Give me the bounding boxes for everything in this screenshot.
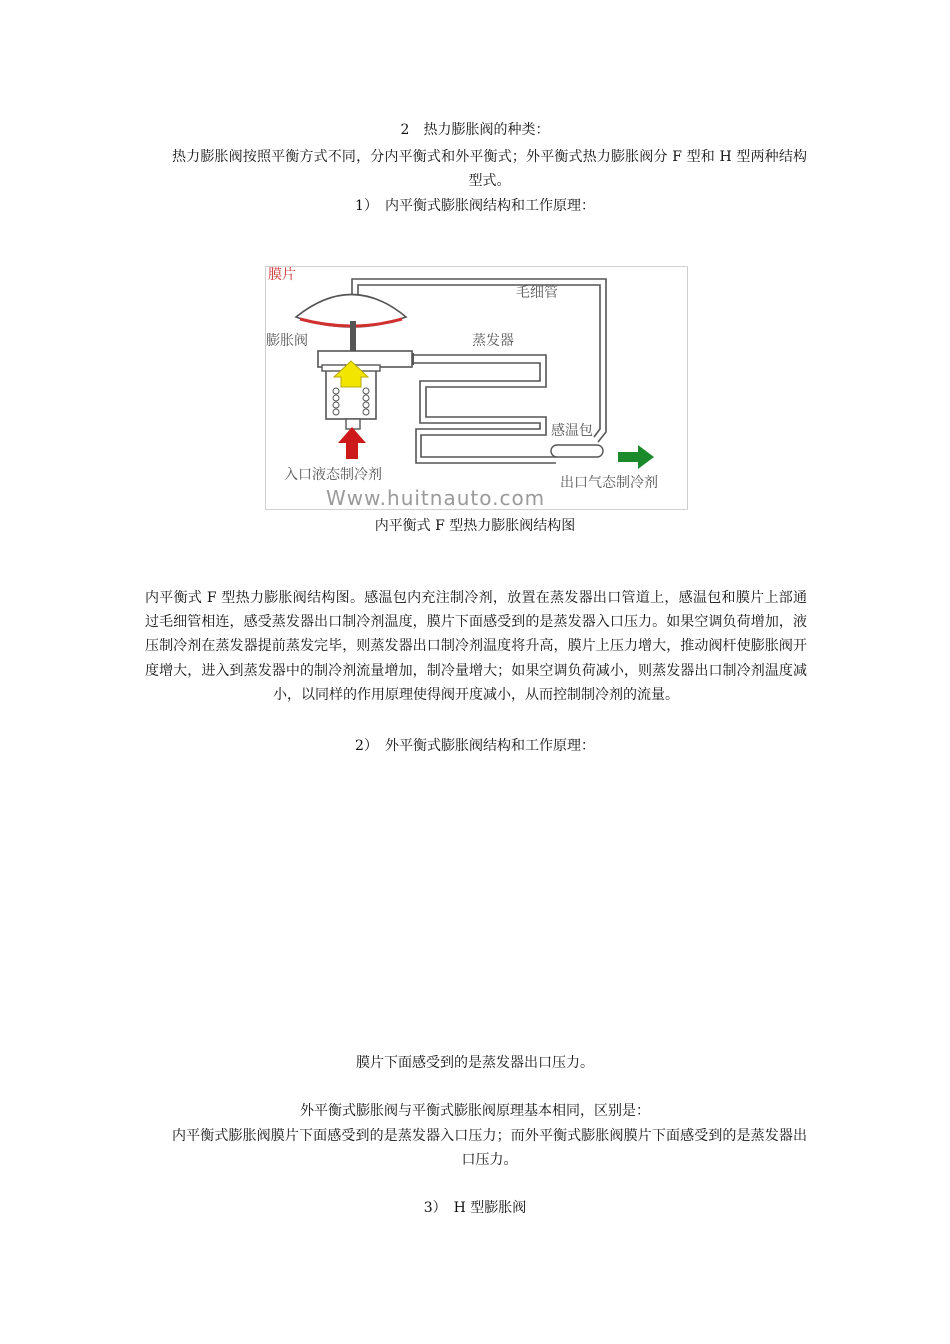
subsection-2-heading: 2） 外平衡式膨胀阀结构和工作原理： — [355, 738, 595, 754]
label-expansion-valve: 膨胀阀 — [266, 333, 308, 349]
label-inlet-refrigerant: 入口液态制冷剂 — [284, 467, 382, 483]
evaporator-coil — [414, 355, 556, 463]
subsection-3-heading: 3） H 型膨胀阀 — [423, 1200, 527, 1216]
section-2-intro: 热力膨胀阀按照平衡方式不同，分内平衡式和外平衡式；外平衡式热力膨胀阀分 F 型和 H 型两种结构型式。 — [172, 149, 807, 189]
label-outlet-refrigerant: 出口气态制冷剂 — [560, 475, 658, 491]
comparison-detail: 内平衡式膨胀阀膜片下面感受到的是蒸发器入口压力；而外平衡式膨胀阀膜片下面感受到的是蒸发器出口压力。 — [172, 1128, 807, 1168]
figure-caption: 内平衡式 F 型热力膨胀阀结构图 — [374, 518, 576, 534]
inlet-arrow — [338, 427, 366, 459]
label-evaporator: 蒸发器 — [472, 333, 514, 349]
external-balance-note: 膜片下面感受到的是蒸发器出口压力。 — [356, 1055, 594, 1071]
label-capillary: 毛细管 — [516, 285, 558, 301]
sensing-bulb — [551, 445, 603, 457]
comparison-intro: 外平衡式膨胀阀与平衡式膨胀阀原理基本相同，区别是： — [300, 1103, 650, 1119]
label-sensing-bulb: 感温包 — [551, 423, 593, 439]
label-diaphragm: 膜片 — [268, 267, 296, 283]
watermark: Www.huitnauto.com — [326, 486, 546, 509]
subsection-1-heading: 1） 内平衡式膨胀阀结构和工作原理： — [355, 198, 595, 214]
section-2-heading: 2 热力膨胀阀的种类： — [400, 122, 550, 138]
description-paragraph: 内平衡式 F 型热力膨胀阀结构图。感温包内充注制冷剂，放置在蒸发器出口管道上，感温包和膜片上部通过毛细管相连，感受蒸发器出口制冷剂温度，膜片下面感受到的是蒸发器入口压力。如果空调负荷增加，液压制冷剂在蒸发器提前蒸发完毕，则蒸发器出口制冷剂温度将升高，膜片上压力增大，推动阀杆使膨胀阀开度增大，进入到蒸发器中的制冷剂流量增加，制冷量增大；如果空调负荷减小，则蒸发器出口制冷剂温度减小，以同样的作用原理使得阀开度减小，从而控制制冷剂的流量。 — [145, 590, 807, 703]
outlet-arrow — [618, 445, 654, 469]
internal-balance-valve-diagram — [265, 266, 688, 510]
